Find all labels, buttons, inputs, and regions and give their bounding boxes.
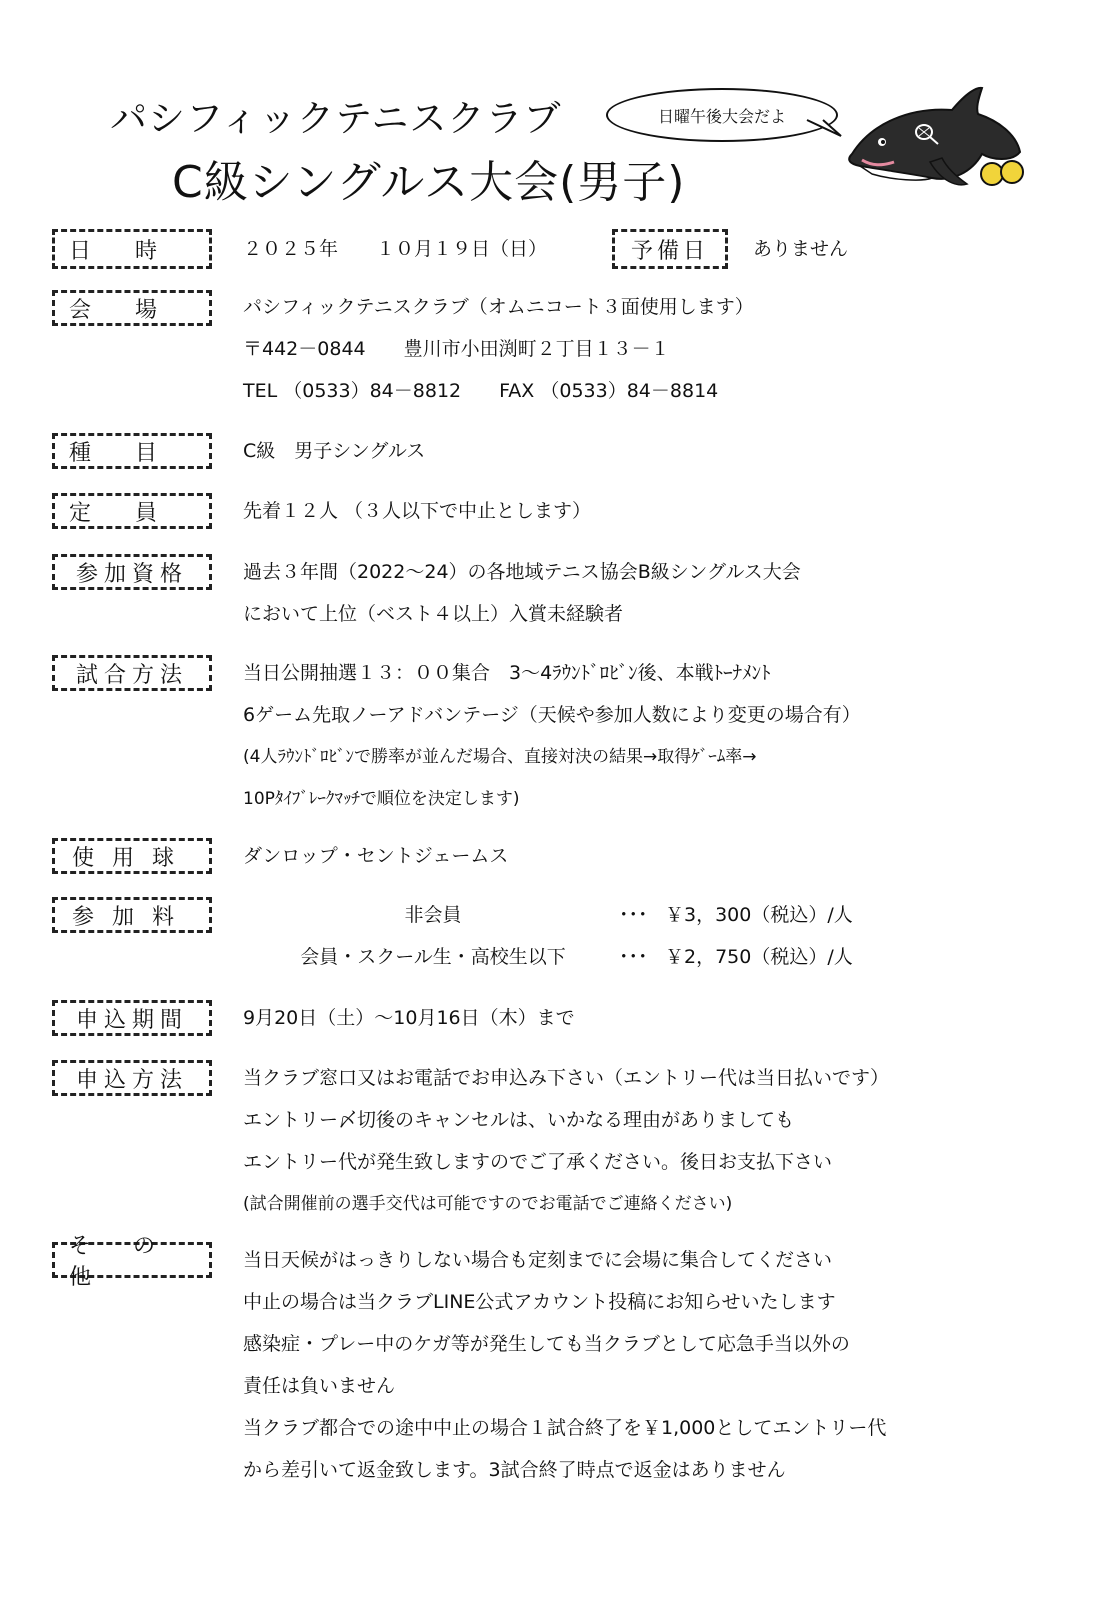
fee-row-nonmember — [243, 894, 943, 936]
other-line-5: 当クラブ都合での途中中止の場合１試合終了を￥1,000としてエントリー代 — [243, 1417, 887, 1439]
ball-label: 使用球 — [52, 838, 212, 874]
other-label: そ の 他 — [52, 1242, 212, 1278]
format-label: 試合方法 — [52, 655, 212, 691]
club-name: パシフィックテニスクラブ — [110, 97, 562, 140]
method-line-1: 当クラブ窓口又はお電話でお申込み下さい（エントリー代は当日払いです） — [243, 1067, 890, 1089]
speech-bubble-text: 日曜午後大会だよ — [657, 106, 786, 126]
fee-name: 非会員 — [404, 904, 462, 926]
method-line-3: エントリー代が発生致しますのでご了承ください。後日お支払下さい — [243, 1151, 833, 1173]
capacity-value: 先着１２人 （３人以下で中止とします） — [243, 500, 592, 522]
speech-bubble — [606, 88, 838, 142]
other-line-1: 当日天候がはっきりしない場合も定刻までに会場に集合してください — [243, 1249, 833, 1271]
format-line-3: (4人ﾗｳﾝﾄﾞﾛﾋﾞﾝで勝率が並んだ場合、直接対決の結果→取得ｹﾞｰﾑ率→ — [243, 747, 757, 767]
reserve-day-value: ありません — [753, 238, 849, 260]
eligibility-line-2: において上位（ベスト４以上）入賞未経験者 — [243, 603, 624, 625]
venue-address: 〒442－0844 豊川市小田渕町２丁目１３－１ — [243, 338, 670, 360]
other-line-3: 感染症・プレー中のケガ等が発生しても当クラブとして応急手当以外の — [243, 1333, 850, 1355]
fee-dots: ･･･ — [619, 946, 648, 968]
fee-price: ￥2，750（税込）/人 — [665, 946, 853, 968]
fee-price: ￥3，300（税込）/人 — [665, 904, 853, 926]
eligibility-line-1: 過去３年間（2022～24）の各地域テニス協会B級シングルス大会 — [243, 561, 801, 583]
other-line-2: 中止の場合は当クラブLINE公式アカウント投稿にお知らせいたします — [243, 1291, 836, 1313]
category-value: C級 男子シングルス — [243, 440, 426, 462]
event-title: C級シングルス大会(男子) — [172, 157, 686, 208]
venue-label: 会 場 — [52, 290, 212, 326]
date-label: 日 時 — [52, 229, 212, 269]
fee-name: 会員・スクール生・高校生以下 — [300, 946, 566, 968]
venue-content — [243, 286, 754, 412]
format-line-1: 当日公開抽選１３：００集合 3～4ﾗｳﾝﾄﾞﾛﾋﾞﾝ後、本戦ﾄｰﾅﾒﾝﾄ — [243, 662, 771, 684]
method-label: 申込方法 — [52, 1060, 212, 1096]
other-line-4: 責任は負いません — [243, 1375, 396, 1397]
method-line-2: エントリー〆切後のキャンセルは、いかなる理由がありましても — [243, 1109, 795, 1131]
period-value: 9月20日（土）～10月16日（木）まで — [243, 1007, 575, 1029]
dolphin-mascot-icon — [842, 82, 1032, 192]
reserve-day-label: 予備日 — [612, 229, 728, 269]
format-line-4: 10Pﾀｲﾌﾞﾚｰｸﾏｯﾁで順位を決定します) — [243, 789, 520, 809]
speech-bubble-tail — [805, 118, 845, 140]
other-line-6: から差引いて返金致します。3試合終了時点で返金はありません — [243, 1459, 786, 1481]
venue-name: パシフィックテニスクラブ（オムニコート３面使用します） — [243, 296, 754, 318]
category-label: 種 目 — [52, 433, 212, 469]
period-label: 申込期間 — [52, 1000, 212, 1036]
fee-row-member — [243, 936, 943, 978]
eligibility-label: 参加資格 — [52, 554, 212, 590]
capacity-label: 定 員 — [52, 493, 212, 529]
venue-phone-fax: TEL （0533）84－8812 FAX （0533）84－8814 — [243, 380, 719, 402]
method-line-4: (試合開催前の選手交代は可能ですのでお電話でご連絡ください) — [243, 1194, 733, 1214]
format-line-2: 6ゲーム先取ノーアドバンテージ（天候や参加人数により変更の場合有） — [243, 704, 861, 726]
date-value: ２０２５年 １０月１９日（日） — [243, 238, 548, 260]
fee-label: 参加料 — [52, 897, 212, 933]
fee-dots: ･･･ — [619, 904, 648, 926]
ball-value: ダンロップ・セントジェームス — [243, 845, 509, 867]
